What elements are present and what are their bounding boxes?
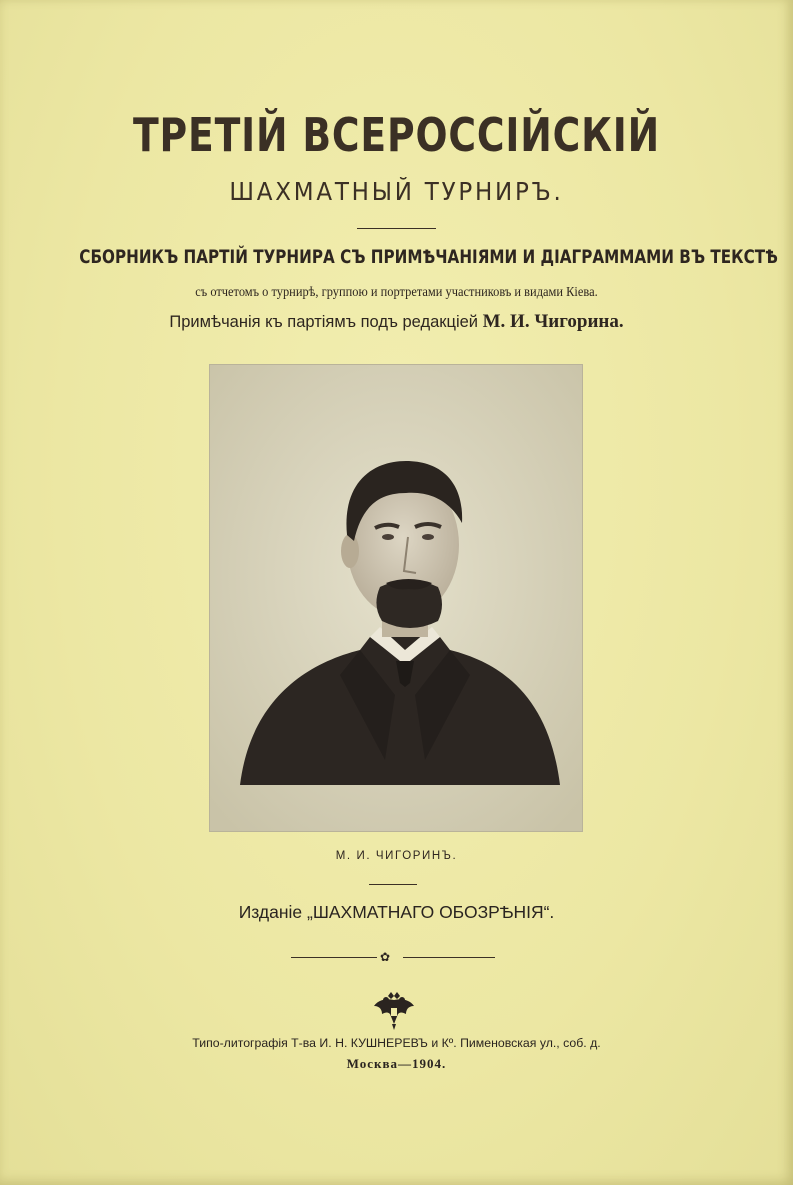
portrait-caption: М. И. ЧИГОРИНЪ. — [335, 850, 458, 862]
ornament-rule-left — [291, 957, 377, 958]
printer-line: Типо-литографія Т-ва И. Н. КУШНЕРЕВЪ и Кº. Пименовская ул., соб. д. — [192, 1036, 601, 1050]
notes-editor: М. И. Чигорина. — [482, 311, 624, 332]
double-headed-eagle-icon — [372, 990, 416, 1037]
caption-divider — [369, 884, 417, 885]
notes-prefix: Примѣчанія къ партіямъ подъ редакціей — [169, 313, 479, 331]
title-divider — [357, 228, 436, 229]
report-line: съ отчетомъ о турнирѣ, группою и портретами участниковъ и видами Кіева. — [195, 284, 598, 299]
title-line-1: ТРЕТІЙ ВСЕРОССІЙСКІЙ — [132, 108, 661, 162]
rosette-icon: ✿ — [380, 950, 391, 964]
subtitle: СБОРНИКЪ ПАРТІЙ ТУРНИРА СЪ ПРИМѢЧАНІЯМИ И ДІАГРАММАМИ ВЪ ТЕКСТѢ — [79, 246, 778, 268]
title-line-2: ШАХМАТНЫЙ ТУРНИРЪ. — [229, 177, 564, 206]
portrait-photo — [209, 364, 583, 832]
ornament-rule-right — [403, 957, 495, 958]
edition-line: Изданіе „ШАХМАТНАГО ОБОЗРѢНІЯ“. — [238, 902, 555, 922]
city-year: Москва—1904. — [346, 1056, 447, 1071]
notes-line — [0, 311, 793, 333]
